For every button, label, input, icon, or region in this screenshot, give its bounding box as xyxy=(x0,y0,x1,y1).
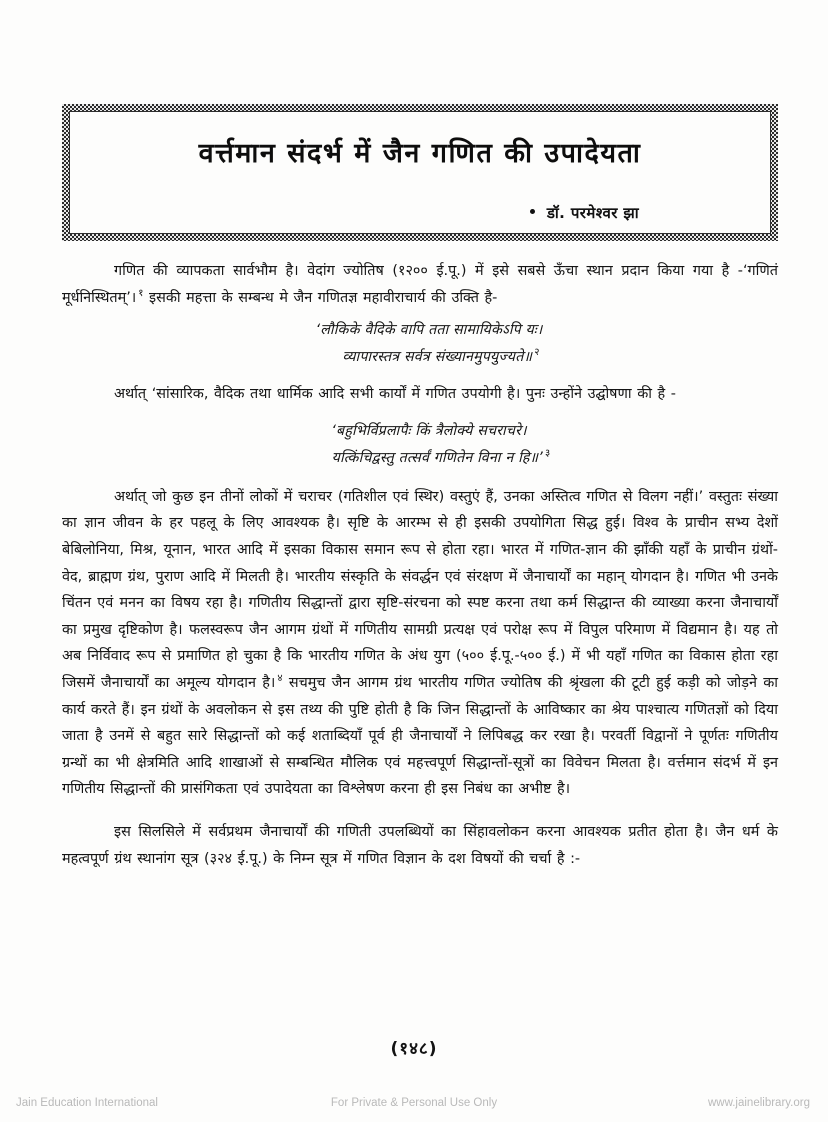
footnote-marker-4: ४ xyxy=(277,673,283,685)
verse-1-line-2-text: व्यापारस्तत्र सर्वत्र संख्यानमुपयुज्यते॥ xyxy=(342,349,533,366)
paragraph-1-part-a: गणित की व्यापकता सार्वभौम है। वेदांग ज्योतिष (१२०० ई.पू.) में इसे सबसे ऊँचा स्थान प्रदान किया गया है -‘गणितं मूर्धनिस्थितम्’। xyxy=(62,263,778,306)
author-name: डॉ. परमेश्वर झा xyxy=(546,203,639,222)
body-text-column xyxy=(62,258,778,874)
paragraph-1-part-b: इसकी महत्ता के सम्बन्ध मे जैन गणितज्ञ महावीराचार्य की उक्ति है- xyxy=(149,289,498,306)
verse-2-line-1: ‘बहुभिर्विप्रलापैः किं त्रैलोक्ये सचराचरे। xyxy=(331,422,527,439)
paragraph-3-part-a: अर्थात् जो कुछ इन तीनों लोकों में चराचर (गतिशील एवं स्थिर) वस्तुएं हैं, उनका अस्तित्व गणित से विलग नहीं।’ वस्तुतः संख्या का ज्ञान जीवन के हर पहलू के लिए आवश्यक है। सृष्टि के आरम्भ से ही इसकी उपयोगिता सिद्ध हुई। विश्व के प्राचीन सभ्य देशों बेबिलोनिया, मिश्र, यूनान, भारत आदि में इसका विकास समान रूप से होता रहा। भारत में गणित-ज्ञान की झाँकी यहाँ के प्राचीन ग्रंथों-वेद, ब्राह्मण ग्रंथ, पुराण आदि में मिलती है। भारतीय संस्कृति के संवर्द्धन एवं संरक्षण में जैनाचार्यों का महान् योगदान है। गणित भी उनके चिंतन एवं मनन का विषय रहा है। गणितीय सिद्धान्तों द्वारा सृष्टि-संरचना को स्पष्ट करना तथा कर्म सिद्धान्त की व्याख्या करना जैनाचार्यों का प्रमुख दृष्टिकोण है। फलस्वरूप जैन आगम ग्रंथों में गणितीय सामग्री प्रत्यक्ष एवं परोक्ष रूप में विपुल परिमाण में विद्यमान है। यह तो अब निर्विवाद रूप से प्रमाणित हो चुका है कि भारतीय गणित के अंध युग (५०० ई.पू.-५०० ई.) में भी यहाँ गणित का विकास होता रहा जिसमें जैनाचार्यों का अमूल्य योगदान है। xyxy=(62,488,778,691)
verse-2-line-2 xyxy=(62,445,778,472)
paragraph-3-part-b: सचमुच जैन आगम ग्रंथ भारतीय गणित ज्योतिष की श्रृंखला की टूटी हुई कड़ी को जोड़ने का कार्य करते हैं। इन ग्रंथों के अवलोकन से इस तथ्य की पुष्टि होती है कि जिन सिद्धान्तों के आविष्कार का श्रेय पाश्चात्य गणितज्ञों को दिया जाता है उनमें से बहुत सारे सिद्धान्तों को कई शताब्दियाँ पूर्व ही जैनाचार्यों ने लिपिबद्ध कर रखा है। परवर्ती विद्वानों ने पूर्णतः गणितीय ग्रन्थों का भी क्षेत्रमिति आदि शाखाओं से सम्बन्धित मौलिक एवं महत्त्वपूर्ण सिद्धान्तों-सूत्रों का विवेचन मिलता है। वर्त्तमान संदर्भ में इन गणितीय सिद्धान्तों की प्रासंगिकता एवं उपादेयता का विश्लेषण करना ही इस निबंध का अभीष्ट है। xyxy=(62,674,779,798)
paragraph-4: इस सिलसिले में सर्वप्रथम जैनाचार्यों की गणिती उपलब्धियों का सिंहावलोकन करना आवश्यक प्रतीत होता है। जैन धर्म के महत्वपूर्ण ग्रंथ स्थानांग सूत्र (३२४ ई.पू.) के निम्न सूत्र में गणित विज्ञान के दश विषयों की चर्चा है :- xyxy=(62,823,778,867)
verse-1-line-2 xyxy=(62,344,778,371)
paragraph-2: अर्थात् ‘सांसारिक, वैदिक तथा धार्मिक आदि सभी कार्यों में गणित उपयोगी है। पुनः उन्होंने उद्घोषणा की है - xyxy=(114,386,676,403)
page-footer xyxy=(0,1092,828,1114)
paragraph-spacer xyxy=(62,805,778,819)
footnote-marker-2: २ xyxy=(534,347,540,359)
paragraph-1 xyxy=(62,258,778,311)
footer-left-text: Jain Education International xyxy=(16,1097,158,1109)
verse-1-line-1: ‘लौकिके वैदिके वापि तता सामायिकेऽपि यः। xyxy=(315,322,543,339)
author-byline xyxy=(103,203,737,223)
footer-right-link[interactable]: www.jainelibrary.org xyxy=(707,1097,810,1109)
page-number: (१४८) xyxy=(390,1039,438,1059)
sanskrit-verse-2 xyxy=(62,418,778,472)
bullet-icon xyxy=(530,209,535,214)
paragraph-3 xyxy=(62,484,778,803)
page-title: वर्त्तमान संदर्भ में जैन गणित की उपादेयता xyxy=(198,138,642,169)
footnote-marker-3: ३ xyxy=(544,448,551,460)
sanskrit-verse-1 xyxy=(62,317,778,371)
title-frame xyxy=(62,104,778,241)
footer-center-text: For Private & Personal Use Only xyxy=(330,1097,498,1109)
title-frame-inner xyxy=(69,111,771,234)
footnote-marker-1: १ xyxy=(138,287,144,299)
verse-2-line-2-text: यत्किंचिद्वस्तु तत्सर्वं गणितेन विना न हि॥’ xyxy=(331,449,543,466)
